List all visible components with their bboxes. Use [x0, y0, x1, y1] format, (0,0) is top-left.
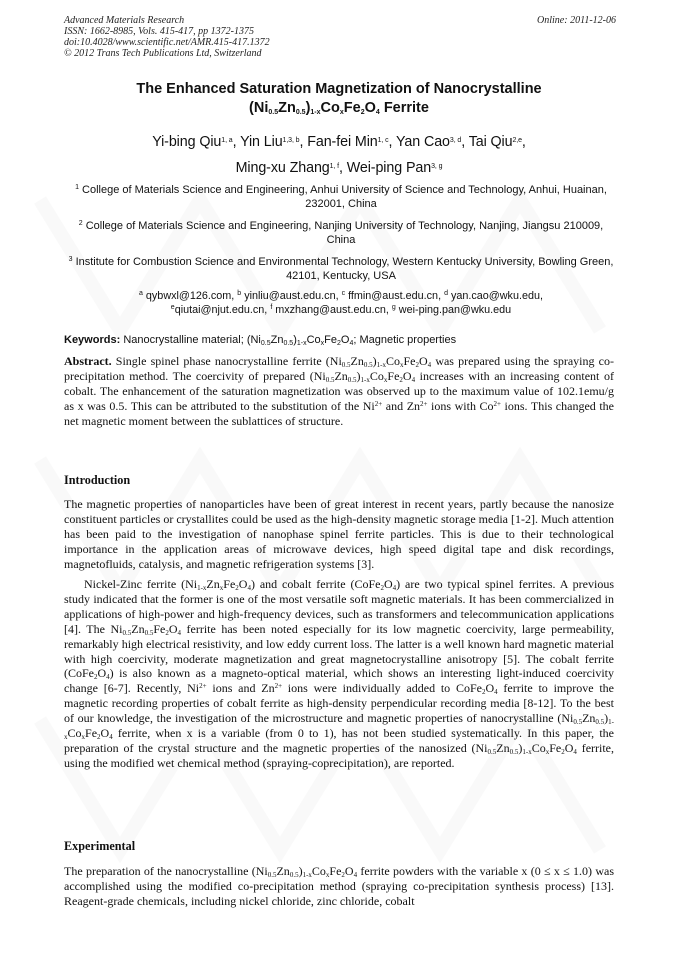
formula: $(Ni_{0.5}Zn_{0.5})_{1-x}Co_xFe_2O_4$: [251, 864, 358, 879]
author: Ming-xu Zhang$^{1, f}$,: [235, 160, 347, 176]
copyright-line: © 2012 Trans Tech Publications Ltd, Switzerland: [64, 48, 262, 59]
author: Yin Liu$^{1,3, b}$,: [240, 134, 308, 150]
paper-title: [40, 80, 638, 118]
email-link[interactable]: yinliu@aust.edu.cn,: [244, 290, 339, 302]
intro-paragraph-1: The magnetic properties of nanoparticles have been of great interest in recent years, partly because the nanosize constituent particles or crystallites could be used as the high-density magnetic storage media [1-2]. Much attention has been paid to the investigation of nanophase spinel ferrite particles. This is due to their technological importance in the application areas of microwave devices, high speed digital tape and disk recordings, magnetofluids, catalysis, and magnetic refrigeration systems [3].: [64, 497, 614, 571]
keywords-label: Keywords:: [64, 334, 121, 346]
doi-line: doi:10.4028/www.scientific.net/AMR.415-417.1372: [64, 37, 270, 48]
email-link[interactable]: qybwxl@126.com,: [145, 290, 235, 302]
affiliation-1: $^1$ College of Materials Science and Engineering, Anhui University of Science and Technology, Anhui, Huainan, 232001, China: [75, 184, 607, 210]
journal-header: [64, 15, 616, 59]
author-line-1: [40, 129, 638, 155]
author: Yi-bing Qiu$^{1, a}$,: [152, 134, 241, 150]
keyword-formula: $(Ni_{0.5}Zn_{0.5})_{1-x}Co_xFe_2O_4$: [246, 334, 354, 347]
author: Yan Cao$^{3, d}$,: [396, 134, 469, 150]
abstract-label: Abstract.: [64, 354, 112, 368]
email-line-2: $^e$qiutai@njut.edu.cn, $^f$ mxzhang@aust.edu.cn, $^g$ wei-ping.pan@wku.edu: [170, 303, 512, 316]
email-link[interactable]: mxzhang@aust.edu.cn,: [275, 303, 389, 316]
online-date: Online: 2011-12-06: [537, 15, 616, 26]
email-link[interactable]: ffmin@aust.edu.cn,: [348, 290, 442, 302]
author: Wei-ping Pan$^{3, g}$: [346, 160, 443, 176]
author-list: [40, 129, 638, 181]
affiliation-3: $^3$ Institute for Combustion Science and Environmental Technology, Western Kentucky University, Bowling Green, 42101, Kentucky, USA: [68, 256, 614, 282]
journal-name: Advanced Materials Research: [64, 15, 185, 26]
experimental-paragraph-1: The preparation of the nanocrystalline $(Ni_{0.5}Zn_{0.5})_{1-x}Co_xFe_2O_4$ ferrite powders with the variable x (0 ≤ x ≤ 1.0) was accomplished using the modified co-precipitation method (spraying co-precipitation synthesis process) [13]. Reagent-grade chemicals, including nickel chloride, zinc chloride, cobalt: [64, 864, 614, 908]
author: Tai Qiu$^{2,e}$,: [468, 134, 526, 150]
formula: $(Ni_{0.5}Zn_{0.5})_{1-x}Co_xFe_2O_4$: [471, 740, 577, 756]
section-heading-experimental: Experimental: [64, 839, 136, 853]
formula: $(Ni_{0.5}Zn_{0.5})_{1-x}Co_xFe_2O_4$: [64, 711, 614, 742]
formula: $(Ni_{0.5}Zn_{0.5})_{1-x}Co_xFe_2O_4$: [325, 354, 432, 369]
affiliation-2: $^2$ College of Materials Science and Engineering, Nanjing University of Technology, Nanjing, Jiangsu 210009, China: [78, 220, 604, 246]
formula: $(Ni_{0.5}Zn_{0.5})_{1-x}Co_xFe_2O_4$: [309, 368, 416, 384]
author: Fan-fei Min$^{1, c}$,: [307, 134, 397, 150]
email-link[interactable]: qiutai@njut.edu.cn,: [174, 303, 268, 316]
email-list: [64, 290, 618, 317]
email-link[interactable]: yan.cao@wku.edu,: [450, 290, 543, 302]
intro-paragraph-2: Nickel-Zinc ferrite $(Ni_{1-x}Zn_xFe_2O_4)$ and cobalt ferrite $(CoFe_2O_4)$ are two typical spinel ferrites. A previous study indicated that the former is one of the most versatile soft magnetic materials. It has been commercialized in applications of high-power and high-frequency devices, such as transformers and telecommunication applications [4]. The $Ni_{0.5}Zn_{0.5}Fe_2O_4$ ferrite has been noted especially for its low magnetic coercivity, large permeability, remarkably high electrical resistivity, and low eddy current loss. The latter is a well known hard magnetic material with high coercivity, moderate magnetization and great magnetocrystalline anisotropy [5]. The cobalt ferrite $(CoFe_2O_4)$ is also known as a magneto-optical material, which shows an interesting light-induced coercivity change [6-7]. Recently, $Ni^{2+}$ ions and $Zn^{2+}$ ions were individually added to $CoFe_2O_4$ ferrite to improve the magnetic recording properties of cobalt ferrite as high-density perpendicular recording media [8-12]. To the best of our knowledge, the investigation of the microstructure and magnetic properties of nanocrystalline $(Ni_{0.5}Zn_{0.5})_{1-x}Co_xFe_2O_4$ ferrite, when x is a variable (from 0 to 1), has not been studied systematically. In this paper, the preparation of the crystal structure and the magnetic properties of the nanosized $(Ni_{0.5}Zn_{0.5})_{1-x}Co_xFe_2O_4$ ferrite, using the modified wet chemical method (spraying-coprecipitation), are reported.: [64, 577, 615, 770]
keywords: Keywords: Nanocrystalline material; $(Ni_{0.5}Zn_{0.5})_{1-x}Co_xFe_2O_4$; Magnetic properties: [64, 334, 457, 347]
issn-line: ISSN: 1662-8985, Vols. 415-417, pp 1372-1375: [64, 26, 254, 37]
title-line-1: The Enhanced Saturation Magnetization of Nanocrystalline: [136, 81, 542, 97]
section-heading-introduction: Introduction: [64, 473, 131, 487]
title-line-2: $(Ni_{0.5}Zn_{0.5})_{1-x}Co_xFe_2O_4$ Ferrite: [249, 100, 429, 116]
email-link[interactable]: wei-ping.pan@wku.edu: [398, 303, 512, 316]
abstract-paragraph: Abstract. Single spinel phase nanocrystalline ferrite $(Ni_{0.5}Zn_{0.5})_{1-x}Co_xFe_2O_4$ was prepared using the spraying co-precipitation method. The coercivity of prepared $(Ni_{0.5}Zn_{0.5})_{1-x}Co_xFe_2O_4$ increases with an increasing content of cobalt. The enhancement of the saturation magnetization was observed up to the maximum value of 102.1emu/g as x was 0.5. This can be attributed to the substitution of the $Ni^{2+}$ and $Zn^{2+}$ ions with $Co^{2+}$ ions. This changed the net magnetic moment between the sublattices of structure.: [64, 354, 615, 428]
author-line-2: [40, 155, 638, 181]
email-line-1: $^a$ qybwxl@126.com, $^b$ yinliu@aust.edu.cn, $^c$ ffmin@aust.edu.cn, $^d$ yan.cao@wku.edu,: [139, 290, 543, 302]
